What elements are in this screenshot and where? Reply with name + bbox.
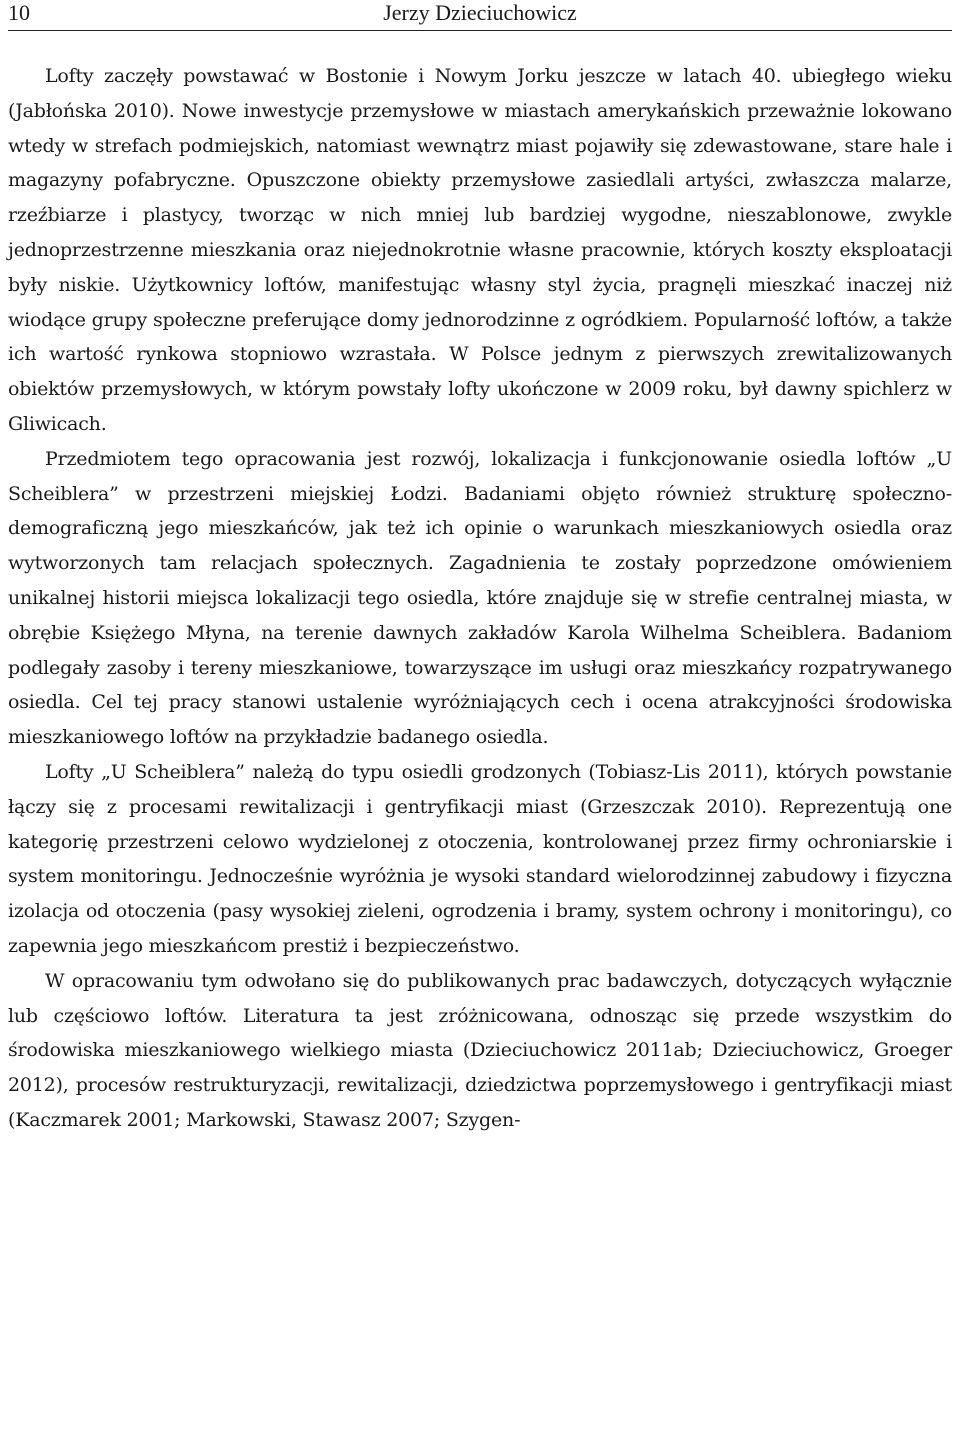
running-header bbox=[8, 0, 952, 31]
paragraph-study-subject: Przedmiotem tego opracowania jest rozwój, lokalizacja i funkcjonowanie osiedla loftów „U Scheiblera” w przestrzeni miejskiej Łodzi. Badaniami objęto również strukturę społeczno-demograficzną jego mieszkańców, jak też ich opinie o warunkach mieszkaniowych osiedla oraz wytworzonych tam relacjach społecznych. Zagadnienia te zostały poprzedzone omówieniem unikalnej historii miejsca lokalizacji tego osiedla, które znajduje się w strefie centralnej miasta, w obrębie Księżego Młyna, na terenie dawnych zakładów Karola Wilhelma Scheiblera. Badaniom podlegały zasoby i tereny mieszkaniowe, towarzyszące im usługi oraz mieszkańcy rozpatrywanego osiedla. Cel tej pracy stanowi ustalenie wyróżniających cech i ocena atrakcyjności środowiska mieszkaniowego loftów na przykładzie badanego osiedla. bbox=[8, 447, 952, 749]
paragraph-lofts-origin: Lofty zaczęły powstawać w Bostonie i Nowym Jorku jeszcze w latach 40. ubiegłego wieku (Jabłońska 2010). Nowe inwestycje przemysłowe w miastach amerykańskich przeważnie lokowano wtedy w strefach podmiejskich, natomiast wewnątrz miast pojawiły się zdewastowane, stare hale i magazyny pofabryczne. Opuszczone obiekty przemysłowe zasiedlali artyści, zwłaszcza malarze, rzeźbiarze i plastycy, tworząc w nich mniej lub bardziej wygodne, nieszablonowe, zwykle jednoprzestrzenne mieszkania oraz niejednokrotnie własne pracownie, których koszty eksploatacji były niskie. Użytkownicy loftów, manifestując własny styl życia, pragnęli mieszkać inaczej niż wiodące grupy społeczne preferujące domy jednorodzinne z ogródkiem. Popularność loftów, a także ich wartość rynkowa stopniowo wzrastała. W Polsce jednym z pierwszych zrewitalizowanych obiektów przemysłowych, w którym powstały lofty ukończone w 2009 roku, był dawny spichlerz w Gliwicach. bbox=[8, 65, 952, 435]
body-text bbox=[8, 59, 952, 1138]
paragraph-literature: W opracowaniu tym odwołano się do publikowanych prac badawczych, dotyczących wyłącznie lub częściowo loftów. Literatura ta jest zróżnicowana, odnosząc się przede wszystkim do środowiska mieszkaniowego wielkiego miasta (Dzieciuchowicz 2011ab; Dzieciuchowicz, Groeger 2012), procesów restrukturyzacji, rewitalizacji, dziedzictwa poprzemysłowego i gentryfikacji miast (Kaczmarek 2001; Markowski, Stawasz 2007; Szygen- bbox=[8, 969, 952, 1131]
paragraph-gated-communities: Lofty „U Scheiblera” należą do typu osiedli grodzonych (Tobiasz-Lis 2011), których powstanie łączy się z procesami rewitalizacji i gentryfikacji miast (Grzeszczak 2010). Reprezentują one kategorię przestrzeni celowo wydzielonej z otoczenia, kontrolowanej przez firmy ochroniarskie i system monitoringu. Jednocześnie wyróżnia je wysoki standard wielorodzinnej zabudowy i fizyczna izolacja od otoczenia (pasy wysokiej zieleni, ogrodzenia i bramy, system ochrony i monitoringu), co zapewnia jego mieszkańcom prestiż i bezpieczeństwo. bbox=[8, 760, 952, 957]
running-header-author: Jerzy Dzieciuchowicz bbox=[383, 0, 577, 25]
page-number: 10 bbox=[8, 0, 30, 25]
